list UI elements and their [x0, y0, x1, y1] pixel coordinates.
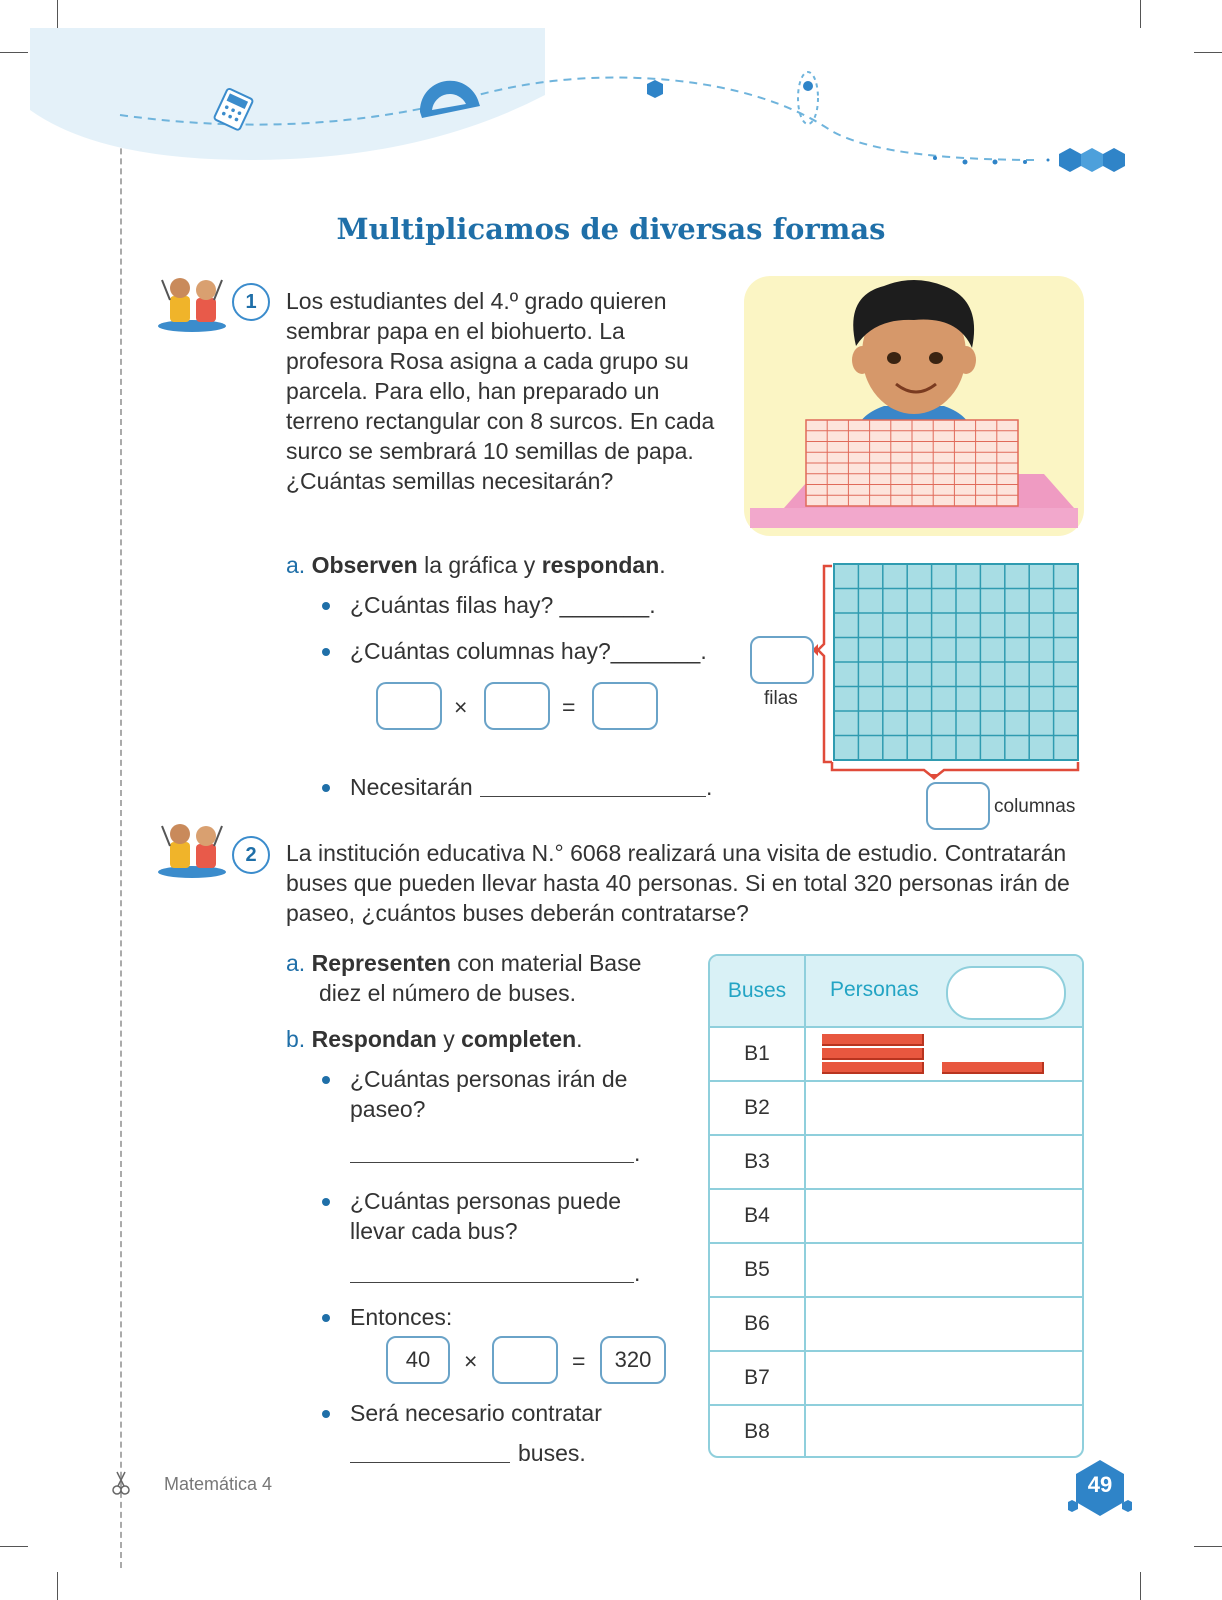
problem2-statement	[286, 838, 1106, 928]
question-rows: ¿Cuántas filas hay? _______.	[350, 592, 656, 618]
answer-box[interactable]	[376, 682, 442, 730]
item-a	[286, 948, 686, 1008]
bullet	[322, 1076, 330, 1084]
page-number: 49	[1087, 1472, 1113, 1497]
students-icon	[156, 276, 228, 332]
text-line: paseo, ¿cuántos buses deberán contratarse?	[286, 900, 749, 926]
item-text: con material Base	[450, 950, 642, 976]
header-decoration	[0, 0, 1222, 200]
answer-line[interactable]	[350, 1462, 510, 1463]
columns-answer-box[interactable]	[926, 782, 990, 830]
column-header-people: Personas	[830, 978, 919, 1001]
item-letter: a.	[286, 552, 306, 578]
cube-icon	[647, 80, 663, 98]
scissors-icon	[112, 1470, 130, 1496]
problem1-statement	[286, 286, 726, 496]
people-cell[interactable]	[806, 1136, 1082, 1188]
bus-label: B6	[744, 1312, 770, 1335]
base-ten-block	[822, 1062, 924, 1074]
bullet	[322, 648, 330, 656]
question-text: paseo?	[350, 1096, 426, 1122]
bullet	[322, 1198, 330, 1206]
buses-word: buses.	[518, 1440, 586, 1466]
text-line: profesora Rosa asigna a cada grupo su	[286, 348, 689, 374]
equation-factor-box: 40	[386, 1336, 450, 1384]
period: .	[706, 774, 713, 800]
need-label: Necesitarán	[350, 774, 473, 800]
question-text: llevar cada bus?	[350, 1218, 518, 1244]
people-cell[interactable]	[806, 1190, 1082, 1242]
problem-number: 1	[232, 283, 270, 321]
bus-label: B8	[744, 1420, 770, 1443]
table-row	[710, 1026, 1082, 1080]
equals-sign: =	[572, 1348, 586, 1374]
people-cell[interactable]	[806, 1352, 1082, 1404]
bus-label: B5	[744, 1258, 770, 1281]
base-ten-block	[942, 1062, 1044, 1074]
base-ten-block	[822, 1034, 924, 1046]
answer-box[interactable]	[484, 682, 550, 730]
text-line: Los estudiantes del 4.º grado quieren	[286, 288, 667, 314]
people-cell[interactable]	[806, 1244, 1082, 1296]
table-row	[710, 1134, 1082, 1188]
problem-number: 2	[232, 836, 270, 874]
book-name: Matemática 4	[164, 1474, 273, 1494]
text-line: surco se sembrará 10 semillas de papa.	[286, 438, 694, 464]
item-verb: completen	[461, 1026, 577, 1052]
table-row	[710, 1242, 1082, 1296]
buses-table	[708, 954, 1084, 1458]
crop-mark	[1140, 1572, 1141, 1600]
item-letter: b.	[286, 1026, 306, 1052]
item-text: la gráfica y	[417, 552, 542, 578]
answer-line[interactable]	[480, 796, 706, 797]
bullet	[322, 1410, 330, 1418]
text-line: sembrar papa en el biohuerto. La	[286, 318, 625, 344]
columns-label: columnas	[994, 796, 1076, 817]
period: .	[634, 1260, 641, 1286]
answer-line[interactable]	[350, 1162, 634, 1163]
cut-line	[120, 28, 122, 1568]
item-verb: Respondan	[311, 1026, 437, 1052]
times-sign: ×	[464, 1348, 478, 1374]
text-line: buses que pueden llevar hasta 40 personas. Si en total 320 personas irán de	[286, 870, 1070, 896]
crop-mark	[1194, 1546, 1222, 1547]
final-text: Será necesario contratar	[350, 1400, 602, 1426]
question-text: ¿Cuántas personas puede	[350, 1188, 622, 1214]
item-text: .	[659, 552, 666, 578]
answer-box[interactable]	[592, 682, 658, 730]
table-body	[710, 1026, 1082, 1458]
item-text: y	[436, 1026, 462, 1052]
item-verb: Observen	[311, 552, 418, 578]
bus-label: B1	[744, 1042, 770, 1065]
answer-line[interactable]	[350, 1282, 634, 1283]
table-row	[710, 1404, 1082, 1458]
column-divider	[804, 956, 806, 1026]
boy-illustration	[744, 276, 1084, 536]
table-header	[710, 956, 1082, 1026]
item-letter: a.	[286, 950, 306, 976]
question-text: ¿Cuántas personas irán de	[350, 1066, 628, 1092]
bullet	[322, 1314, 330, 1322]
people-cell[interactable]	[806, 1028, 1082, 1080]
page-title: Multiplicamos de diversas formas	[336, 212, 886, 246]
text-line: terreno rectangular con 8 surcos. En cada	[286, 408, 715, 434]
item-a	[286, 550, 666, 580]
equation-result-box: 320	[600, 1336, 666, 1384]
people-cell[interactable]	[806, 1406, 1082, 1458]
question-people	[350, 1064, 627, 1124]
people-cell[interactable]	[806, 1082, 1082, 1134]
bus-label: B3	[744, 1150, 770, 1173]
bus-label: B7	[744, 1366, 770, 1389]
then-label: Entonces:	[350, 1304, 453, 1330]
text-line: parcela. Para ello, han preparado un	[286, 378, 660, 404]
period: .	[634, 1140, 641, 1166]
table-row	[710, 1188, 1082, 1242]
text-line: La institución educativa N.° 6068 realizará una visita de estudio. Contratarán	[286, 840, 1067, 866]
answer-box[interactable]	[492, 1336, 558, 1384]
text-line: ¿Cuántas semillas necesitarán?	[286, 468, 614, 494]
bus-label: B2	[744, 1096, 770, 1119]
question-columns: ¿Cuántas columnas hay?_______.	[350, 638, 707, 664]
item-verb: Representen	[311, 950, 451, 976]
bullet	[322, 784, 330, 792]
crop-mark	[57, 1572, 58, 1600]
rows-label: filas	[764, 688, 798, 709]
table-row	[710, 1080, 1082, 1134]
bullet	[322, 602, 330, 610]
cubes-icon	[1059, 148, 1125, 172]
equals-sign: =	[562, 694, 576, 720]
header-answer-box[interactable]	[946, 966, 1066, 1020]
students-icon	[156, 822, 228, 878]
table-row	[710, 1350, 1082, 1404]
base-ten-block	[822, 1048, 924, 1060]
question-capacity	[350, 1186, 621, 1246]
times-sign: ×	[454, 694, 468, 720]
people-cell[interactable]	[806, 1298, 1082, 1350]
table-row	[710, 1296, 1082, 1350]
item-text: .	[576, 1026, 583, 1052]
rows-answer-box[interactable]	[750, 636, 814, 684]
item-verb: respondan	[541, 552, 660, 578]
bus-label: B4	[744, 1204, 770, 1227]
item-text: diez el número de buses.	[319, 980, 576, 1006]
column-header-buses: Buses	[727, 979, 787, 1002]
item-b	[286, 1024, 583, 1054]
crop-mark	[0, 1546, 28, 1547]
